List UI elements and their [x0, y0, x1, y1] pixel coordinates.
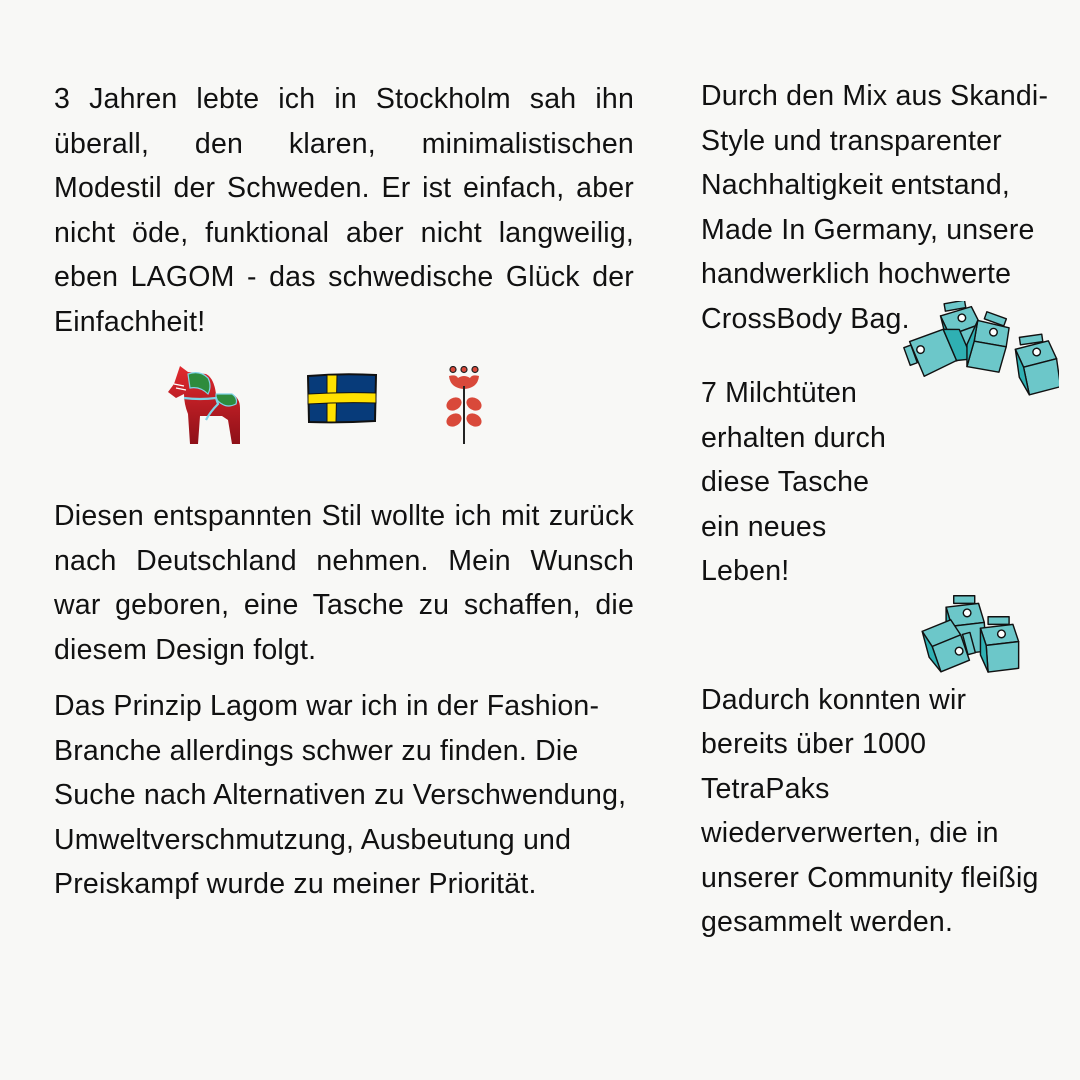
left-column: [54, 77, 634, 907]
paragraph-milk-cartons: 7 Milchtüten erhalten durch diese Tasche ein neues Leben!: [701, 377, 887, 587]
paragraph-mix: Durch den Mix aus Skandi-Style und transparenter Nachhaltigkeit entstand, Made In Germany, unsere handwerklich hochwerte CrossBody Bag.: [701, 80, 1049, 335]
milk-cartons-icon: [899, 301, 1059, 397]
paragraph-principle: Das Prinzip Lagom war ich in der Fashion-Branche allerdings schwer zu finden. Die Suche nach Alternativen zu Verschwendung, Umweltverschmutzung, Ausbeutung und Preiskampf wurde zu meiner Priorität.: [54, 690, 627, 900]
swedish-flag-icon: [306, 373, 378, 424]
paragraph-wish: Diesen entspannten Stil wollte ich mit zurück nach Deutschland nehmen. Mein Wunsch war geboren, eine Tasche zu schaffen, die diesem Design folgt.: [54, 500, 634, 666]
milk-cartons-row-1: [701, 301, 1051, 371]
dala-horse-icon: [166, 364, 244, 444]
paragraph-tetrapaks: Dadurch konnten wir bereits über 1000 TetraPaks wiederverwerten, die in unserer Community fleißig gesammelt werden.: [701, 683, 1039, 938]
right-column: [701, 74, 1051, 945]
paragraph-lagom-intro: 3 Jahren lebte ich in Stockholm sah ihn überall, den klaren, minimalistischen Modestil der Schweden. Er ist einfach, aber nicht öde, funktional aber nicht langweilig, eben LAGOM - das schwedische Glück der Einfachheit!: [54, 83, 634, 338]
flower-icon: [444, 366, 484, 444]
milk-cartons-icon: [915, 590, 1023, 674]
swedish-icons-row: [54, 344, 634, 494]
milk-cartons-row-2: [701, 594, 1051, 678]
